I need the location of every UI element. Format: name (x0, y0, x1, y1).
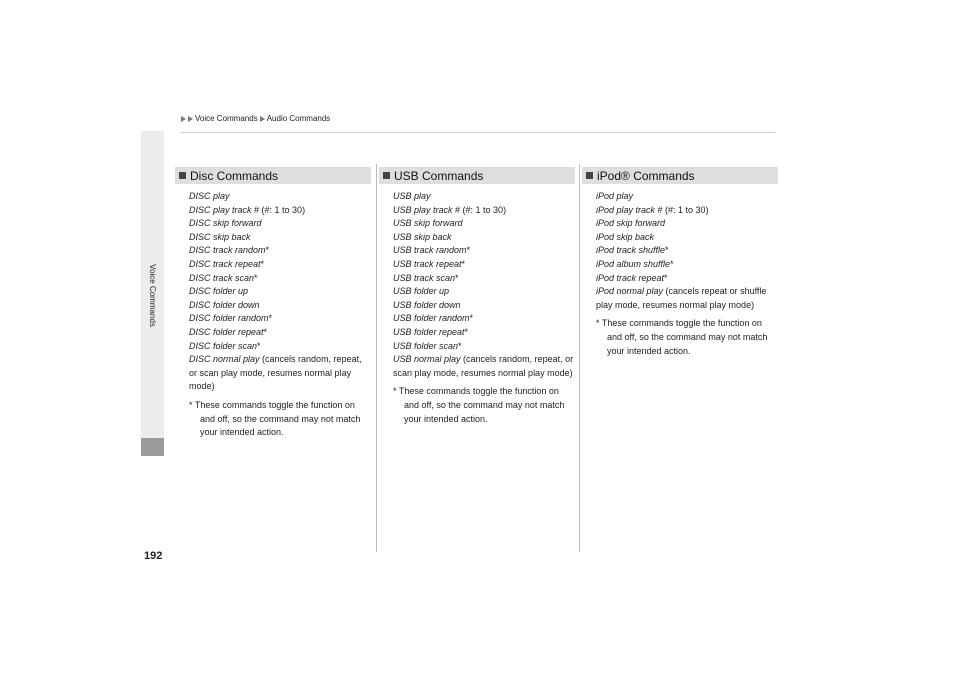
command-item (189, 190, 371, 204)
command-item (596, 204, 778, 218)
command-list (596, 190, 778, 312)
command-suffix: * (265, 245, 270, 256)
command-phrase: iPod album shuffle (596, 258, 671, 269)
breadcrumb-item[interactable]: Audio Commands (266, 114, 331, 123)
command-item (189, 244, 371, 258)
breadcrumb-arrow-icon (260, 116, 265, 122)
command-suffix: * (469, 313, 474, 324)
footnote: * These commands toggle the function on and off, so the command may not match your intended action. (596, 318, 768, 356)
command-phrase: iPod play (596, 191, 634, 201)
column-disc-commands (175, 167, 371, 440)
command-phrase: USB play (393, 191, 431, 201)
command-item (189, 231, 371, 245)
command-phrase: DISC track random (189, 245, 266, 256)
command-phrase: iPod play track (596, 204, 656, 215)
command-phrase: iPod skip forward (596, 218, 666, 229)
square-bullet-icon (179, 172, 186, 179)
command-item (393, 285, 575, 299)
command-suffix: # (#: 1 to 30) (251, 204, 306, 215)
command-item (189, 353, 371, 394)
command-suffix: * (664, 272, 668, 283)
column-usb-commands (379, 167, 575, 426)
command-item (393, 353, 575, 380)
command-suffix: # (#: 1 to 30) (655, 204, 709, 215)
column-divider (579, 164, 580, 552)
command-item (393, 190, 575, 204)
command-phrase: USB folder up (393, 286, 450, 297)
side-tab-label: Voice Commands (148, 263, 158, 327)
command-suffix: * (455, 272, 459, 283)
command-item (596, 258, 778, 272)
command-phrase: iPod track shuffle (596, 245, 666, 256)
command-suffix: * (268, 313, 273, 324)
command-item (189, 299, 371, 313)
footnote: * These commands toggle the function on and off, so the command may not match your intended action. (189, 399, 361, 438)
breadcrumb (181, 114, 330, 123)
command-item (393, 272, 575, 286)
command-phrase: USB folder random (393, 313, 470, 324)
command-suffix: * (458, 340, 462, 351)
command-suffix: * (466, 245, 471, 256)
command-phrase: USB track scan (393, 272, 456, 283)
command-item (189, 312, 371, 326)
command-item (393, 326, 575, 340)
command-item (596, 217, 778, 231)
section-heading: USB Commands (379, 167, 575, 184)
command-item (393, 204, 575, 218)
command-item (596, 285, 778, 312)
command-item (393, 258, 575, 272)
command-list (393, 190, 575, 380)
command-item (393, 217, 575, 231)
command-suffix: (cancels random, repeat, or scan play mode, resumes normal play mode) (189, 354, 362, 392)
command-phrase: DISC folder repeat (189, 326, 264, 337)
side-tab-marker[interactable] (141, 438, 164, 456)
command-item (393, 340, 575, 354)
command-item (189, 326, 371, 340)
command-item (189, 204, 371, 218)
command-item (596, 244, 778, 258)
command-item (189, 272, 371, 286)
command-suffix: (cancels random, repeat, or scan play mode, resumes normal play mode) (393, 354, 574, 378)
command-phrase: DISC track scan (189, 272, 255, 283)
header-divider (181, 132, 775, 133)
command-suffix: * (665, 245, 669, 256)
command-phrase: USB folder scan (393, 340, 459, 351)
command-phrase: USB normal play (393, 354, 461, 365)
command-suffix: * (257, 340, 261, 351)
command-phrase: DISC folder down (189, 299, 260, 310)
command-item (393, 244, 575, 258)
command-item (596, 231, 778, 245)
page-number: 192 (144, 550, 163, 562)
command-suffix: # (#: 1 to 30) (452, 204, 507, 215)
square-bullet-icon (383, 172, 390, 179)
command-suffix: * (670, 258, 674, 269)
command-phrase: USB play track (393, 204, 453, 215)
column-ipod-commands (582, 167, 778, 358)
command-suffix: * (464, 326, 469, 337)
command-suffix: * (254, 272, 258, 283)
command-item (596, 272, 778, 286)
breadcrumb-arrow-icon (188, 116, 193, 122)
command-item (393, 231, 575, 245)
command-phrase: iPod normal play (596, 286, 664, 297)
command-phrase: USB track random (393, 245, 467, 256)
command-phrase: USB folder repeat (393, 326, 465, 337)
square-bullet-icon (586, 172, 593, 179)
command-phrase: DISC folder random (189, 313, 269, 324)
command-suffix: * (461, 258, 466, 269)
command-list (189, 190, 371, 394)
command-phrase: DISC skip back (189, 231, 251, 242)
command-phrase: USB skip back (393, 231, 452, 242)
command-phrase: DISC folder scan (189, 340, 258, 351)
command-phrase: USB folder down (393, 299, 461, 310)
command-item (189, 258, 371, 272)
command-phrase: iPod skip back (596, 231, 655, 242)
command-phrase: DISC skip forward (189, 218, 262, 229)
command-item (189, 340, 371, 354)
command-phrase: DISC normal play (189, 354, 260, 365)
command-item (393, 299, 575, 313)
command-item (393, 312, 575, 326)
command-suffix: (cancels repeat or shuffle play mode, resumes normal play mode) (596, 286, 767, 310)
command-item (189, 217, 371, 231)
breadcrumb-item[interactable]: Voice Commands (195, 114, 258, 123)
command-phrase: DISC play track (189, 204, 252, 215)
command-suffix: * (260, 258, 265, 269)
command-phrase: DISC track repeat (189, 258, 261, 269)
command-phrase: USB track repeat (393, 258, 462, 269)
command-item (596, 190, 778, 204)
breadcrumb-arrow-icon (181, 116, 186, 122)
footnote: * These commands toggle the function on and off, so the command may not match your intended action. (393, 386, 565, 424)
command-item (189, 285, 371, 299)
section-heading: Disc Commands (175, 167, 371, 184)
command-suffix: * (263, 326, 268, 337)
column-divider (376, 164, 377, 552)
command-phrase: DISC folder up (189, 286, 249, 297)
command-phrase: iPod track repeat (596, 272, 665, 283)
command-phrase: DISC play (189, 191, 230, 201)
command-phrase: USB skip forward (393, 218, 463, 229)
section-heading: iPod® Commands (582, 167, 778, 184)
